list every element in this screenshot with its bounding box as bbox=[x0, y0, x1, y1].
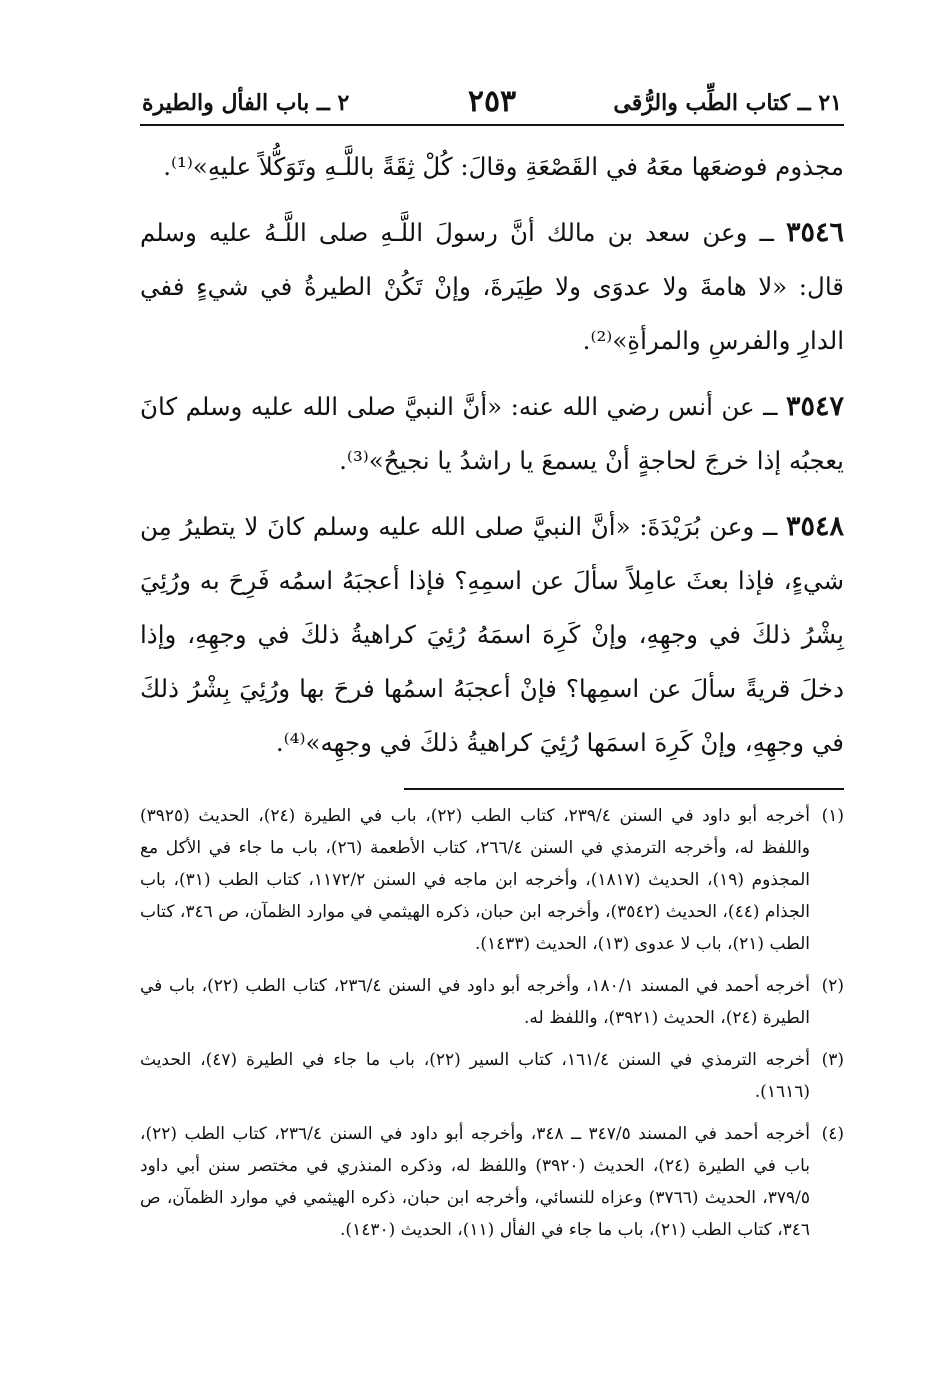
footnote-marker: (٤) bbox=[821, 1124, 844, 1144]
paragraph-text: مجذوم فوضعَها معَهُ في القَصْعَةِ وقالَ: كُلْ ثِقَةً باللَّـهِ وتَوَكُّلاً عليهِ»⁽¹⁾. bbox=[163, 152, 844, 181]
footnote-4 bbox=[140, 1118, 844, 1246]
page-number: ٢٥٣ bbox=[467, 84, 517, 119]
footnote-3 bbox=[140, 1044, 844, 1108]
paragraph-continuation bbox=[140, 140, 844, 194]
footnote-marker: (٢) bbox=[821, 976, 844, 996]
footnote-marker: (١) bbox=[821, 806, 844, 826]
hadith-number: ٣٥٤٦ bbox=[785, 217, 844, 248]
footnote-marker: (٣) bbox=[821, 1050, 844, 1070]
hadith-3548 bbox=[140, 500, 844, 770]
hadith-number: ٣٥٤٧ bbox=[785, 391, 844, 422]
hadith-number: ٣٥٤٨ bbox=[785, 511, 844, 542]
footnote-text: أخرجه أحمد في المسند ٣٤٧/٥ ــ ٣٤٨، وأخرجه أبو داود في السنن ٢٣٦/٤، كتاب الطب (٢٢)، باب في الطيرة (٢٤)، الحديث (٣٩٢٠) واللفظ له، وذكره المنذري في مختصر سنن أبي داود ٣٧٩/٥، الحديث (٣٧٦٦) وعزاه للنسائي، وأخرجه ابن حبان، ذكره الهيثمي في موارد الظمآن، ص ٣٤٦، كتاب الطب (٢١)، باب ما جاء في الفأل (١١)، الحديث (١٤٣٠). bbox=[140, 1124, 810, 1240]
header-book-title: ٢١ ــ كتاب الطِّب والرُّقى bbox=[613, 90, 842, 116]
footnote-text: أخرجه أحمد في المسند ١٨٠/١، وأخرجه أبو داود في السنن ٢٣٦/٤، كتاب الطب (٢٢)، باب في الطيرة (٢٤)، الحديث (٣٩٢١)، واللفظ له. bbox=[140, 976, 810, 1028]
footnotes bbox=[140, 800, 844, 1246]
footnote-2 bbox=[140, 970, 844, 1034]
header-chapter-title: ٢ ــ باب الفأل والطيرة bbox=[142, 90, 350, 116]
footnote-text: أخرجه الترمذي في السنن ١٦١/٤، كتاب السير (٢٢)، باب ما جاء في الطيرة (٤٧)، الحديث (١٦١٦). bbox=[140, 1050, 810, 1102]
hadith-3547 bbox=[140, 380, 844, 488]
main-text bbox=[140, 140, 844, 770]
paragraph-text: ــ عن أنس رضي الله عنه: «أنَّ النبيَّ صلى الله عليه وسلم كانَ يعجبُه إذا خرجَ لحاجةٍ أنْ يسمعَ يا راشدُ يا نجيحُ»⁽³⁾. bbox=[140, 392, 844, 475]
hadith-3546 bbox=[140, 206, 844, 368]
paragraph-text: ــ وعن بُرَيْدَةَ: «أنَّ النبيَّ صلى الله عليه وسلم كانَ لا يتطيرُ مِن شيءٍ، فإذا بعثَ عامِلاً سألَ عن اسمِهِ؟ فإذا أعجبَهُ اسمُه فَرِحَ به ورُئِيَ بِشْرُ ذلكَ في وجهِهِ، وإنْ كَرِهَ اسمَهُ رُئِيَ كراهيةُ ذلكَ في وجهِهِ، وإذا دخلَ قريةً سألَ عن اسمِها؟ فإنْ أعجبَهُ اسمُها فرحَ بها ورُئِيَ بِشْرُ ذلكَ في وجهِهِ، وإنْ كَرِهَ اسمَها رُئِيَ كراهيةُ ذلكَ في وجهِه»⁽⁴⁾. bbox=[140, 512, 844, 757]
running-header bbox=[140, 84, 844, 126]
footnote-text: أخرجه أبو داود في السنن ٢٣٩/٤، كتاب الطب (٢٢)، باب في الطيرة (٢٤)، الحديث (٣٩٢٥) واللفظ له، وأخرجه الترمذي في السنن ٢٦٦/٤، كتاب الأطعمة (٢٦)، باب ما جاء في الأكل مع المجذوم (١٩)، الحديث (١٨١٧)، وأخرجه ابن ماجه في السنن ١١٧٢/٢، كتاب الطب (٣١)، باب الجذام (٤٤)، الحديث (٣٥٤٢)، وأخرجه ابن حبان، ذكره الهيثمي في موارد الظمآن، ص ٣٤٦، كتاب الطب (٢١)، باب لا عدوى (١٣)، الحديث (١٤٣٣). bbox=[140, 806, 811, 954]
book-page bbox=[140, 84, 844, 1314]
footnote-1 bbox=[140, 800, 844, 960]
paragraph-text: ــ وعن سعد بن مالك أنَّ رسولَ اللَّـهِ صلى اللَّـهُ عليه وسلم قال: «لا هامةَ ولا عدوَى ولا طِيَرةَ، وإنْ تَكُنْ الطيرةُ في شيءٍ ففي الدارِ والفرسِ والمرأةِ»⁽²⁾. bbox=[140, 218, 844, 355]
footnote-divider bbox=[404, 788, 844, 790]
